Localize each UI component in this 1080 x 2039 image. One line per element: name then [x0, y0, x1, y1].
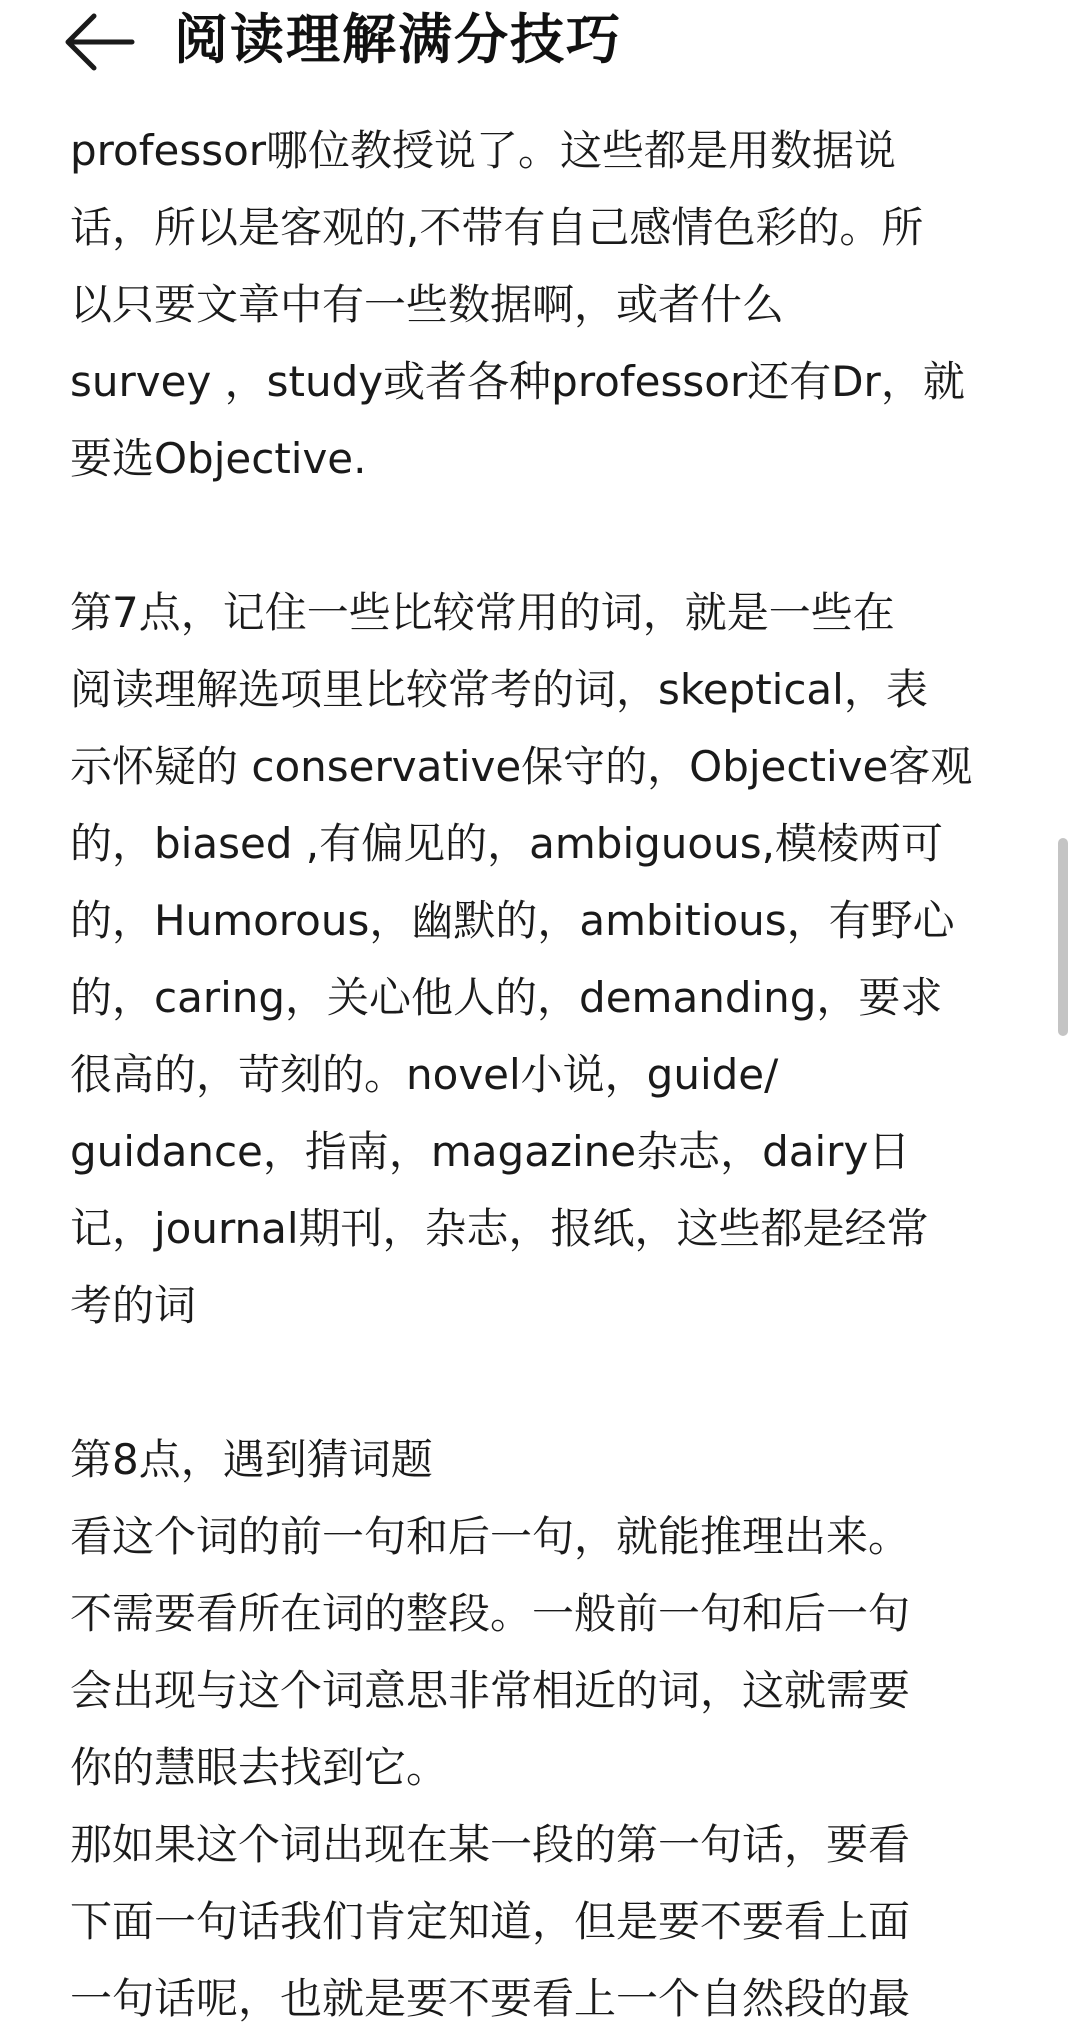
- article-text-line: 示怀疑的 conservative保守的，Objective客观: [70, 742, 973, 791]
- paragraph-spacer: [70, 1344, 1022, 1421]
- article-text-line: guidance，指南，magazine杂志，dairy日: [70, 1127, 911, 1176]
- article-text-line: 话，所以是客观的,不带有自己感情色彩的。所: [70, 203, 924, 252]
- back-button[interactable]: [62, 8, 138, 76]
- article-text-line: 那如果这个词出现在某一段的第一句话，要看: [70, 1820, 911, 1869]
- article-text-line: 以只要文章中有一些数据啊，或者什么: [70, 280, 785, 329]
- article-body: [70, 112, 1022, 2037]
- article-text-line: 很高的，苛刻的。novel小说，guide/: [70, 1050, 779, 1099]
- article-text-line: 一句话呢，也就是要不要看上一个自然段的最: [70, 1974, 911, 2023]
- article-text-line: 要选Objective.: [70, 434, 367, 483]
- article-text-line: 记，journal期刊，杂志，报纸，这些都是经常: [70, 1204, 929, 1253]
- article-text-line: 不需要看所在词的整段。一般前一句和后一句: [70, 1589, 911, 1638]
- arrow-left-icon: [62, 8, 138, 76]
- app-header: [0, 0, 1080, 88]
- scrollbar[interactable]: [1058, 838, 1068, 1036]
- article-text-line: 第8点，遇到猜词题: [70, 1435, 433, 1484]
- article-text-line: 你的慧眼去找到它。: [70, 1743, 449, 1792]
- article-text-line: survey ，study或者各种professor还有Dr，就: [70, 357, 965, 406]
- article-text-line: 的，caring，关心他人的，demanding，要求: [70, 973, 943, 1022]
- article-text-line: 下面一句话我们肯定知道，但是要不要看上面: [70, 1897, 911, 1946]
- article-text-line: 考的词: [70, 1281, 197, 1330]
- article-text-line: 的，biased ,有偏见的，ambiguous,模棱两可: [70, 819, 943, 868]
- article-text-line: 阅读理解选项里比较常考的词，skeptical，表: [70, 665, 928, 714]
- paragraph-spacer: [70, 497, 1022, 574]
- page-title: 阅读理解满分技巧: [174, 8, 622, 71]
- article-text-line: 的，Humorous，幽默的，ambitious，有野心: [70, 896, 955, 945]
- article-text-line: professor哪位教授说了。这些都是用数据说: [70, 126, 897, 175]
- article-text-line: 会出现与这个词意思非常相近的词，这就需要: [70, 1666, 911, 1715]
- article-text-line: 第7点，记住一些比较常用的词，就是一些在: [70, 588, 895, 637]
- article-text-line: 看这个词的前一句和后一句，就能推理出来。: [70, 1512, 911, 1561]
